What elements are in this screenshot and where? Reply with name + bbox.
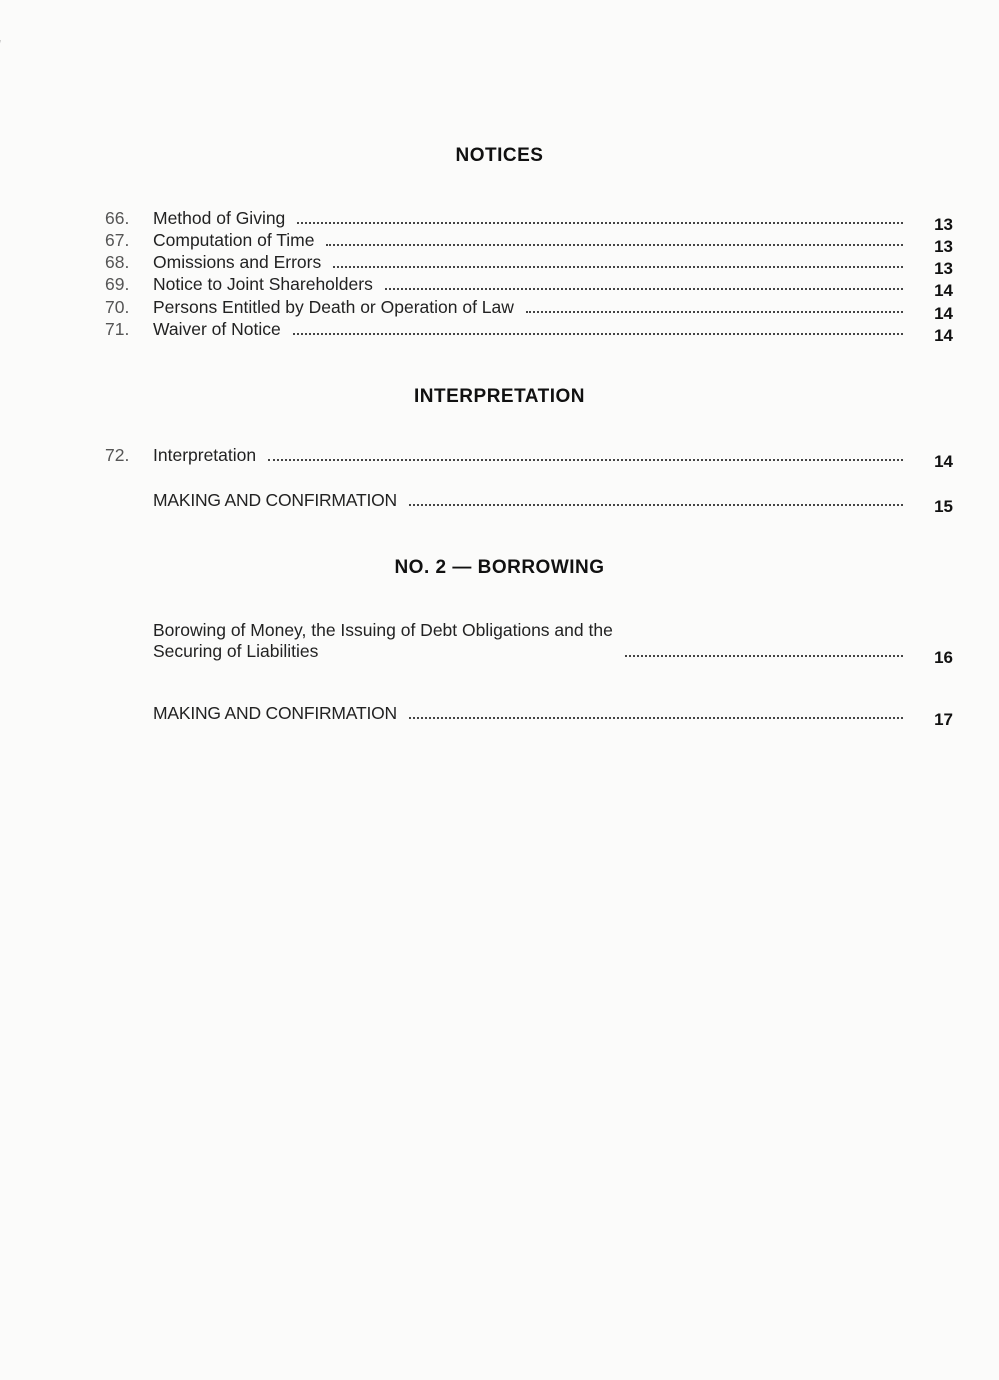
dot-leader (409, 504, 903, 506)
entry-page-number: 15 (934, 497, 953, 516)
entry-page-number: 13 (934, 237, 953, 256)
dot-leader (268, 459, 903, 461)
entry-number: 68. (105, 252, 130, 272)
toc-entry (105, 274, 953, 300)
dot-leader (297, 222, 903, 224)
entry-title: MAKING AND CONFIRMATION (153, 703, 397, 723)
toc-entry (105, 230, 953, 256)
section-heading-interpretation: INTERPRETATION (414, 386, 585, 407)
entry-number: 69. (105, 274, 130, 294)
dot-leader (526, 311, 903, 313)
entry-title: Method of Giving (153, 208, 286, 228)
entry-title (153, 620, 613, 662)
entry-number: 66. (105, 208, 130, 228)
toc-entry (105, 297, 953, 323)
entry-number: 72. (105, 445, 130, 465)
entry-number: 70. (105, 297, 130, 317)
entry-title: Notice to Joint Shareholders (153, 274, 373, 294)
entry-page-number: 13 (934, 259, 953, 278)
toc-entry (105, 208, 953, 234)
dot-leader (333, 266, 903, 268)
entry-page-number: 17 (934, 710, 953, 729)
dot-leader (293, 333, 903, 335)
dot-leader (625, 655, 903, 657)
entry-number: 71. (105, 319, 130, 339)
toc-entry (105, 445, 953, 471)
entry-page-number: 14 (934, 281, 953, 300)
dot-leader (385, 288, 903, 290)
dot-leader (326, 244, 903, 246)
toc-entry (105, 252, 953, 278)
section-heading-borrowing: NO. 2 — BORROWING (394, 557, 605, 578)
entry-title: Persons Entitled by Death or Operation of Law (153, 297, 514, 317)
entry-page-number: 14 (934, 304, 953, 323)
entry-page-number: 16 (934, 648, 953, 667)
entry-page-number: 13 (934, 215, 953, 234)
entry-title: Omissions and Errors (153, 252, 322, 272)
toc-entry (105, 703, 953, 729)
dot-leader (409, 717, 903, 719)
entry-title-line-1: Borowing of Money, the Issuing of Debt Obligations and the (153, 620, 613, 640)
page-edge-mark (0, 40, 12, 82)
entry-number: 67. (105, 230, 130, 250)
toc-entry (105, 490, 953, 516)
toc-entry (105, 319, 953, 345)
entry-page-number: 14 (934, 452, 953, 471)
entry-page-number: 14 (934, 326, 953, 345)
toc-entry (105, 620, 953, 667)
entry-title: Interpretation (153, 445, 257, 465)
section-heading-notices: NOTICES (455, 145, 544, 166)
entry-title: MAKING AND CONFIRMATION (153, 490, 397, 510)
entry-title: Computation of Time (153, 230, 315, 250)
entry-title: Waiver of Notice (153, 319, 281, 339)
entry-title-line-2: Securing of Liabilities (153, 641, 319, 661)
